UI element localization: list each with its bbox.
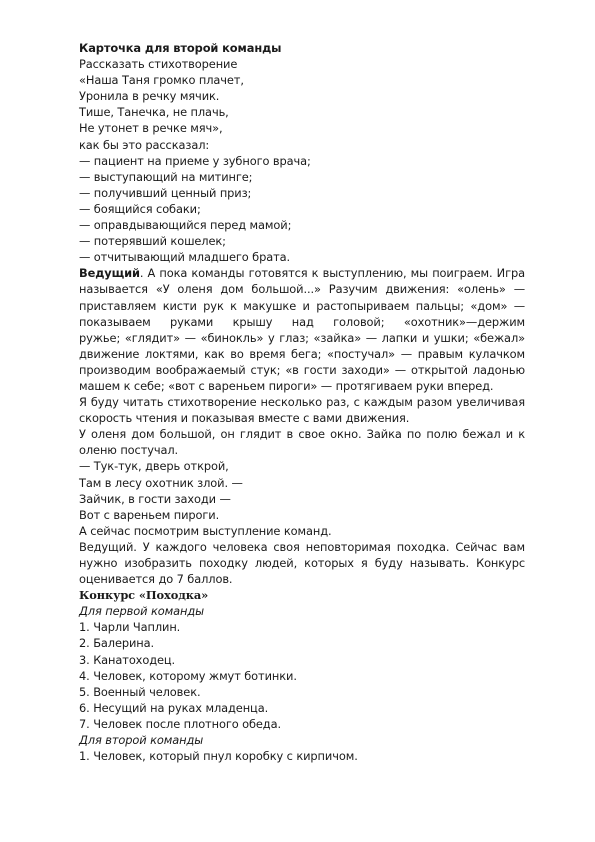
host-paragraph-line: движение локтями, как во время бега; «постучал» — правым кулачком [79,346,525,361]
card-line: Не утонет в речке мяч», [79,121,223,136]
host-paragraph-line: производим воображаемый стук; «в гости заходи» — открытой ладонью [79,362,525,377]
poem-paragraph-last-line: оленю постучал. [79,443,179,458]
card-line: — получивший ценный приз; [79,185,252,200]
team1-label: Для первой команды [79,604,204,619]
contest-title: Конкурс «Походка» [79,588,209,603]
card-line: — боящийся собаки; [79,201,201,216]
host-paragraph-last-line: машем к себе; «вот с вареньем пироги» — протягиваем руки вперед. [79,378,494,393]
team1-item: 6. Несущий на руках младенца. [79,700,269,715]
poem-line: Вот с вареньем пироги. [79,507,220,522]
team1-item: 2. Балерина. [79,636,155,651]
host-paragraph-line: приставляем кисти рук к макушке и растопыриваем пальцы; «дом» — [79,298,525,313]
host2-last-line: оценивается до 7 баллов. [79,572,233,587]
card-line: — оправдывающийся перед мамой; [79,218,292,233]
host-paragraph-line: называется «У оленя дом большой...» Разучим движения: «олень» — [79,282,525,297]
card-line: — потерявший кошелек; [79,234,226,249]
team1-item: 3. Канатоходец. [79,652,176,667]
document-page [79,40,525,764]
poem-line: — Тук-тук, дверь открой, [79,459,229,474]
host-paragraph-line: ружье; «глядит» — «бинокль» у глаз; «зайка» — лапки и ушки; «бежал» [79,330,525,345]
team1-item: 4. Человек, которому жмут ботинки. [79,668,297,683]
team1-item: 7. Человек после плотного обеда. [79,716,281,731]
host2-mid-line: нужно изобразить походку людей, которых я буду называть. Конкурс [79,556,525,570]
team2-item: 1. Человек, который пнул коробку с кирпичом. [79,749,358,764]
team1-item: 5. Военный человек. [79,684,201,699]
team2-label: Для второй команды [79,733,204,748]
poem-line: А сейчас посмотрим выступление команд. [79,523,332,538]
host-paragraph-first-line [79,265,525,281]
card-line: Тише, Танечка, не плачь, [79,105,229,120]
card-line: «Наша Таня громко плачет, [79,73,244,88]
team1-item: 1. Чарли Чаплин. [79,620,181,635]
card-line: Уронила в речку мячик. [79,89,220,104]
host-first-text: . А пока команды готовятся к выступлению, мы поиграем. Игра [139,266,525,281]
host-speaker: Ведущий [79,266,140,281]
poem-line: Зайчик, в гости заходи — [79,491,231,506]
poem-paragraph-first-line: У оленя дом большой, он глядит в свое окно. Зайка по полю бежал и к [79,427,525,442]
read-paragraph-last-line: скорость чтения и показывая вместе с вами движения. [79,411,410,426]
card-line: как бы это рассказал: [79,137,210,152]
card-line: — выступающий на митинге; [79,169,253,184]
card-title: Карточка для второй команды [79,41,282,55]
card-line: Рассказать стихотворение [79,57,238,72]
read-paragraph-first-line: Я буду читать стихотворение несколько раз, с каждым разом увеличивая [79,395,525,410]
card-line: — пациент на приеме у зубного врача; [79,153,311,168]
host2-first-line: Ведущий. У каждого человека своя неповторимая походка. Сейчас вам [79,539,525,554]
card-line: — отчитывающий младшего брата. [79,250,291,265]
poem-line: Там в лесу охотник злой. — [79,475,243,490]
host-paragraph-line: показываем руками крышу над головой; «охотник»—держим [79,314,525,329]
